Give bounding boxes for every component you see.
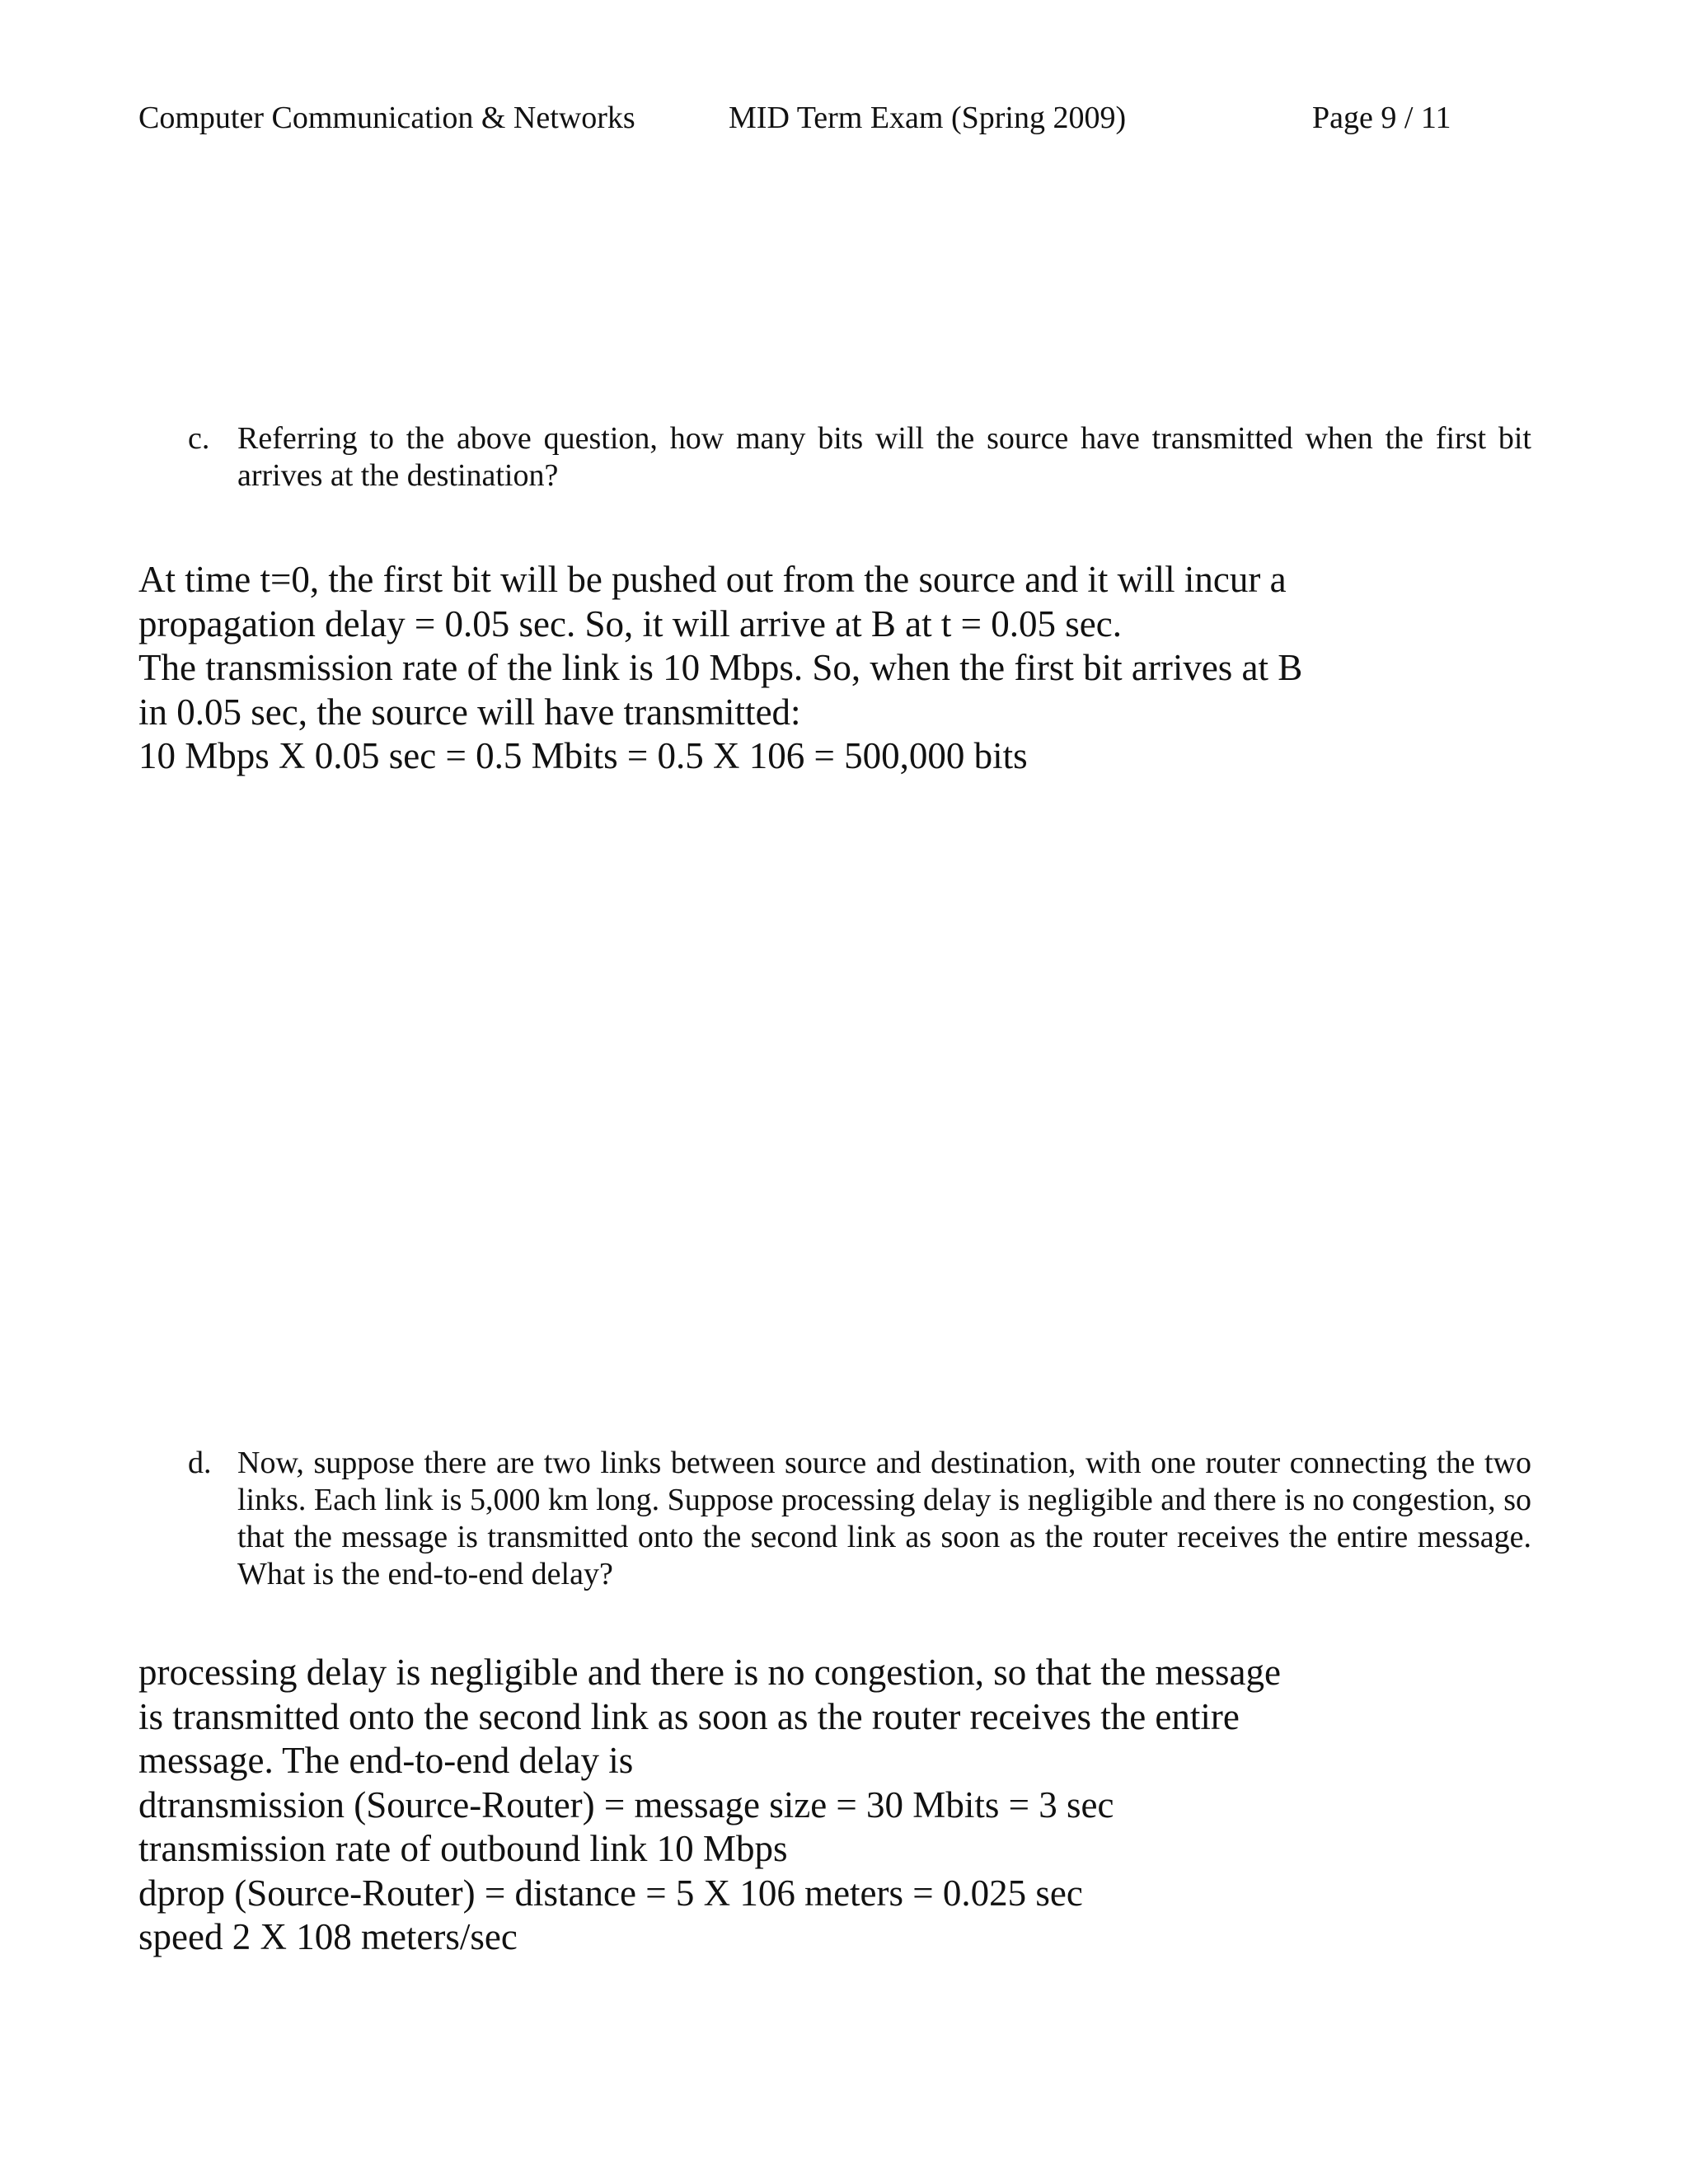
question-c-label: c. xyxy=(188,421,210,456)
answer-d xyxy=(138,1651,1540,1960)
answer-c-line: The transmission rate of the link is 10 Mbps. So, when the first bit arrives at B xyxy=(138,647,1303,688)
answer-c-line: 10 Mbps X 0.05 sec = 0.5 Mbits = 0.5 X 106 = 500,000 bits xyxy=(138,735,1028,776)
answer-d-line: is transmitted onto the second link as soon as the router receives the entire xyxy=(138,1695,1240,1737)
question-c xyxy=(188,420,1531,503)
answer-d-line: dtransmission (Source-Router) = message size = 30 Mbits = 3 sec xyxy=(138,1783,1114,1825)
answer-c xyxy=(138,558,1540,779)
answer-d-line: dprop (Source-Router) = distance = 5 X 106 meters = 0.025 sec xyxy=(138,1872,1083,1914)
page-number: Page 9 / 11 xyxy=(1312,101,1451,135)
question-d-label: d. xyxy=(188,1446,212,1480)
question-d-text: Now, suppose there are two links between source and destination, with one router connecting the two links. Each link is 5,000 km long. Suppose processing delay is negligible and there is no congestion, so that the message is transmitted onto the second link as soon as the router receives the entire message. What is the end-to-end delay? xyxy=(237,1446,1531,1591)
answer-d-line: processing delay is negligible and there is no congestion, so that the message xyxy=(138,1652,1281,1693)
page-header xyxy=(138,97,1474,138)
question-c-text: Referring to the above question, how many bits will the source have transmitted when the first bit arrives at the destination? xyxy=(237,421,1531,493)
answer-c-line: At time t=0, the first bit will be pushed out from the source and it will incur a xyxy=(138,559,1287,600)
exam-title: MID Term Exam (Spring 2009) xyxy=(729,101,1127,135)
answer-d-line: transmission rate of outbound link 10 Mbps xyxy=(138,1828,788,1869)
answer-c-line: in 0.05 sec, the source will have transmitted: xyxy=(138,691,801,733)
answer-d-line: message. The end-to-end delay is xyxy=(138,1740,634,1781)
answer-d-line: speed 2 X 108 meters/sec xyxy=(138,1916,518,1957)
question-d xyxy=(188,1445,1531,1601)
course-title: Computer Communication & Networks xyxy=(138,101,635,135)
answer-c-line: propagation delay = 0.05 sec. So, it will arrive at B at t = 0.05 sec. xyxy=(138,602,1122,644)
